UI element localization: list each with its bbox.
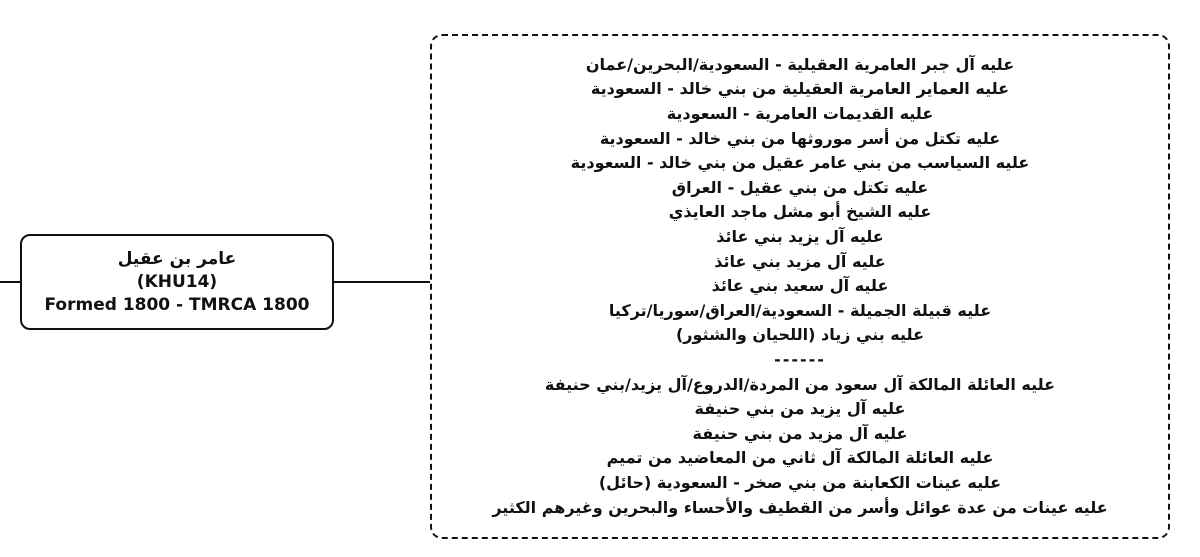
branch-item: عليه آل مزيد بني عائذ <box>714 251 886 271</box>
branch-item: عليه تكتل من بني عقيل - العراق <box>671 177 929 197</box>
branch-item: عليه العائلة المالكة آل ثاني من المعاضيد من تميم <box>606 448 994 468</box>
branch-item: عليه السياسب من بني عامر عقيل من بني خالد - السعودية <box>570 153 1030 173</box>
branch-item: عليه العائلة المالكة آل سعود من المردة/الدروع/آل يزيد/بني حنيفة <box>544 374 1056 394</box>
branch-item: عليه بني زياد (اللحيان والشثور) <box>675 325 924 345</box>
section-separator: ------ <box>774 349 826 369</box>
node-name: عامر بن عقيل <box>117 248 237 269</box>
branch-item: عليه آل سعيد بني عائذ <box>711 276 889 296</box>
branch-item: عليه عينات من عدة عوائل وأسر من القطيف والأحساء والبحرين وغيرهم الكثير <box>492 497 1108 517</box>
branch-item: عليه القديمات العامرية - السعودية <box>666 104 934 124</box>
branch-item: عليه قبيلة الجميلة - السعودية/العراق/سوريا/تركيا <box>608 300 992 320</box>
branch-item: عليه آل مزيد من بني حنيفة <box>692 423 908 443</box>
branch-item: عليه عينات الكعابنة من بني صخر - السعودية (حائل) <box>598 472 1002 492</box>
branch-item: عليه آل يزيد من بني حنيفة <box>694 399 906 419</box>
descendant-branches-box <box>430 34 1170 539</box>
branch-item: عليه تكتل من أسر موروثها من بني خالد - السعودية <box>599 128 1001 148</box>
branch-item: عليه الشيخ أبو مشل ماجد العايذي <box>668 202 932 222</box>
node-dates: Formed 1800 - TMRCA 1800 <box>44 294 310 315</box>
branch-item: عليه العماير العامرية العقيلية من بني خالد - السعودية <box>590 79 1010 99</box>
ancestor-node <box>20 234 334 330</box>
node-haplogroup: (KHU14) <box>136 271 218 292</box>
branch-item: عليه آل جبر العامرية العقيلية - السعودية/البحرين/عمان <box>585 54 1015 74</box>
branch-list <box>492 53 1107 520</box>
branch-item: عليه آل يزيد بني عائذ <box>716 227 884 247</box>
